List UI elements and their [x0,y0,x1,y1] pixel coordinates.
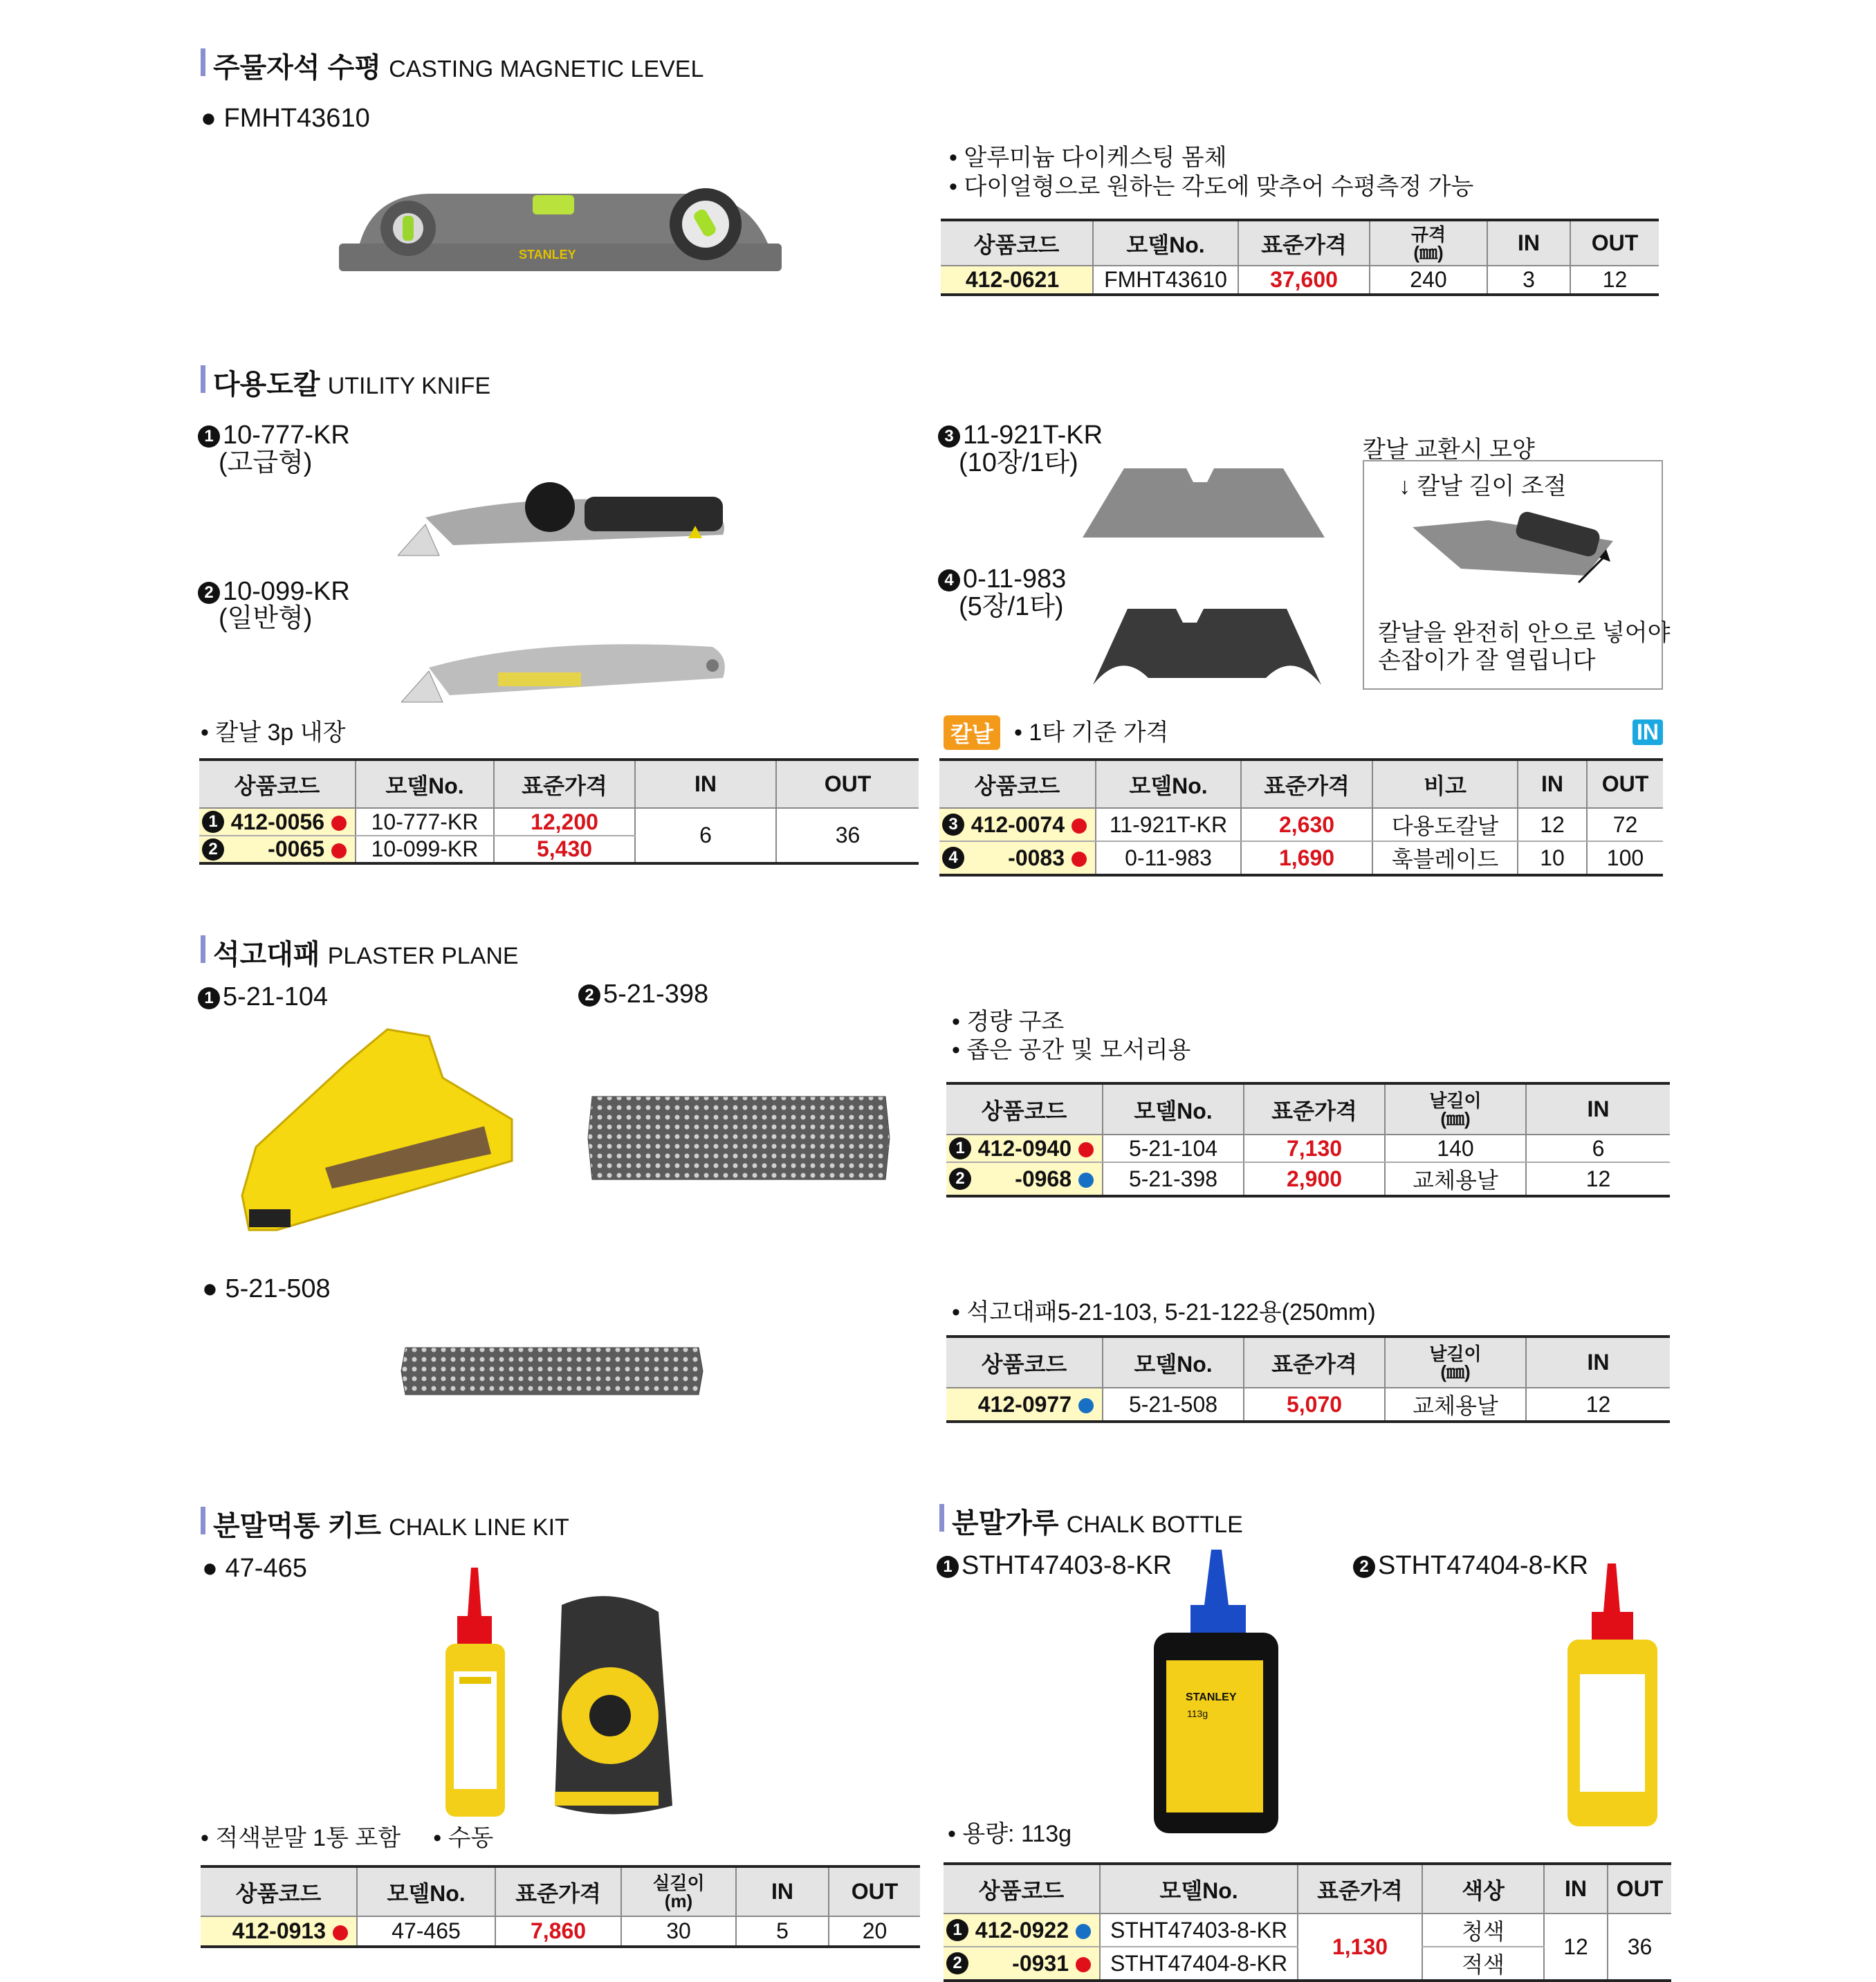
cell-in: 5 [736,1916,829,1947]
model-text: 47-465 [225,1554,307,1583]
col-in: IN [1544,1864,1608,1914]
cell-model: 5-21-398 [1103,1162,1244,1196]
red-dot-icon [1072,818,1087,834]
row-number: 1 [946,1919,968,1941]
red-dot-icon [331,843,347,859]
level-table [941,219,1659,296]
in-badge: IN [1633,719,1663,745]
col-spec [1370,220,1487,266]
code-text: 412-0977 [977,1391,1072,1417]
blade-model-4: 4 0-11-983 [938,565,1066,594]
col-price: 표준가격 [1238,220,1370,266]
red-dot-icon [1078,1142,1094,1157]
cell-code [199,836,356,863]
knife-fatmax-image [398,476,730,559]
cell-price: 7,860 [495,1916,621,1947]
model-text: 0-11-983 [963,565,1067,594]
chalk-bottle-table [944,1862,1671,1982]
plane-replacement-blade-image [400,1345,704,1397]
col-price: 표준가격 [1244,1337,1385,1388]
chalk-bottle-model-1: 1 STHT47403-8-KR [937,1551,1172,1580]
col-code: 상품코드 [946,1337,1103,1388]
blade-badge: 칼날 [944,715,1000,750]
hook-blade-image [1093,602,1321,692]
plane-blade-table [946,1335,1670,1423]
chalk-bottle-model-2: 2 STHT47404-8-KR [1353,1551,1588,1580]
col-out: OUT [829,1866,920,1916]
red-dot-icon [331,816,347,831]
spec-unit: (㎜) [1413,241,1444,263]
col-model: 모델No. [1103,1337,1244,1388]
cell-in: 6 [1526,1135,1670,1162]
cell-price: 12,200 [494,808,635,836]
col-price: 표준가격 [1298,1864,1422,1914]
cell-length: 교체용날 [1385,1388,1526,1422]
plane-note-2: • 석고대패5-21-103, 5-21-122용(250mm) [952,1299,1376,1325]
code-text: 412-0056 [230,809,324,834]
cell-model: 11-921T-KR [1096,808,1241,841]
title-en: CASTING MAGNETIC LEVEL [389,56,704,82]
cell-out: 36 [1608,1914,1671,1981]
length-unit: (㎜) [1440,1108,1471,1129]
cell-color: 적색 [1422,1947,1544,1981]
model-text: 11-921T-KR [963,421,1103,450]
chalk-bottle-red-image-2 [1561,1557,1664,1833]
cell-code [939,808,1096,841]
cell-code [944,1914,1100,1947]
level-image [332,181,789,282]
note-text: 1타 기준 가격 [1029,719,1169,746]
table-row [199,808,919,836]
code-text: -0083 [1008,845,1065,870]
title-ko: 분말먹통 키트 [213,1511,381,1541]
cell-model: 10-099-KR [356,836,494,863]
red-dot-icon [333,1925,348,1940]
blue-dot-icon [1078,1398,1094,1413]
col-length [621,1866,736,1916]
cell-in: 12 [1526,1388,1670,1422]
col-in: IN [1526,1083,1670,1135]
cell-code [944,1947,1100,1981]
cell-price: 5,430 [494,836,635,863]
code-text: -0065 [268,836,324,861]
cell-code [946,1162,1103,1196]
row-number: 1 [949,1137,971,1159]
blade-model-3: 3 11-921T-KR [938,421,1103,450]
col-code: 상품코드 [201,1866,357,1916]
length-label: 날길이 [1429,1343,1482,1364]
knife-standard-image [401,630,733,706]
knife-left-note: • 칼날 3p 내장 [201,719,346,746]
cell-price: 7,130 [1244,1135,1385,1162]
row-number: 2 [949,1168,971,1190]
col-price: 표준가격 [494,760,635,808]
chalk-kit-table [201,1865,920,1948]
cell-model: STHT47403-8-KR [1100,1914,1298,1947]
col-out: OUT [776,760,919,808]
chalk-reel-image [541,1584,679,1823]
col-in: IN [736,1866,829,1916]
utility-blade-image [1083,465,1325,541]
cell-code [201,1916,357,1947]
cell-model: 10-777-KR [356,808,494,836]
knife-right-note: • 1타 기준 가격 [1014,719,1169,746]
cell-out: 100 [1587,841,1663,875]
col-in: IN [1518,760,1587,808]
length-unit: (㎜) [1440,1361,1471,1382]
col-in: IN [1487,220,1570,266]
cell-out: 36 [776,808,919,863]
cell-length: 교체용날 [1385,1162,1526,1196]
cell-price: 5,070 [1244,1388,1385,1422]
col-color: 색상 [1422,1864,1544,1914]
row-number: 3 [942,814,964,836]
cell-in: 12 [1544,1914,1608,1981]
title-ko: 다용도칼 [213,369,320,400]
knife-model-2: 2 10-099-KR [198,577,350,606]
cell-price: 37,600 [1238,266,1370,295]
table-row [201,1916,920,1947]
col-price: 표준가격 [495,1866,621,1916]
cell-price: 1,690 [1241,841,1372,875]
model-text: FMHT43610 [223,104,370,133]
model-text: 10-099-KR [223,577,350,606]
cell-model: 47-465 [357,1916,495,1947]
model-label: ● FMHT43610 [201,104,370,133]
blade-model-4-sub: (5장/1타) [959,592,1064,621]
row-number: 2 [946,1952,968,1974]
col-out: OUT [1570,220,1659,266]
cell-price: 1,130 [1298,1914,1422,1981]
red-dot-icon [1076,1957,1091,1972]
section-title-level [201,46,704,85]
cell-in: 3 [1487,266,1570,295]
red-dot-icon [1072,852,1087,867]
plaster-plane-image [235,1022,526,1237]
length-unit: (m) [664,1890,693,1911]
cell-out: 72 [1587,808,1663,841]
blade-change-box [1363,460,1671,690]
blue-dot-icon [1076,1924,1091,1939]
bullet-text: 수동 [448,1825,494,1851]
cell-price: 2,900 [1244,1162,1385,1196]
section-title-chalk-kit [201,1504,569,1543]
knife-model-1: 1 10-777-KR [198,421,350,450]
length-label: 실길이 [652,1872,705,1893]
cell-model: FMHT43610 [1093,266,1238,295]
bullet-text: 용량: 113g [962,1821,1072,1847]
blue-dot-icon [1078,1173,1094,1188]
table-row [946,1388,1670,1422]
col-note: 비고 [1372,760,1518,808]
code-text: 412-0922 [975,1917,1069,1943]
cell-price: 2,630 [1241,808,1372,841]
bullet-text: 좁은 공간 및 모서리용 [966,1037,1191,1063]
col-out: OUT [1587,760,1663,808]
title-ko: 분말가루 [952,1508,1059,1539]
col-price: 표준가격 [1241,760,1372,808]
length-label: 날길이 [1429,1090,1482,1111]
cell-model: STHT47404-8-KR [1100,1947,1298,1981]
bottle-label-text: 113g [1187,1708,1208,1719]
cell-model: 0-11-983 [1096,841,1241,875]
model-text: 5-21-104 [223,982,329,1011]
code-text: -0931 [1012,1950,1069,1976]
cell-note: 다용도칼날 [1372,808,1518,841]
section-title-knife [201,363,490,402]
code-text: 412-0074 [971,811,1065,837]
cell-length: 30 [621,1916,736,1947]
blade-table [939,758,1663,877]
row-number: 4 [942,847,964,869]
col-model: 모델No. [356,760,494,808]
stanley-logo-text: STANLEY [1186,1691,1237,1703]
model-text: STHT47404-8-KR [1378,1551,1589,1580]
model-text: 5-21-398 [603,980,709,1009]
col-model: 모델No. [1103,1083,1244,1135]
note-text: 석고대패5-21-103, 5-21-122용(250mm) [966,1299,1376,1325]
title-ko: 석고대패 [213,939,320,970]
chalk-bottle-bullet: • 용량: 113g [948,1821,1072,1847]
knife-table [199,758,919,865]
plane-bullet-2: • 좁은 공간 및 모서리용 [952,1037,1191,1063]
plane-model-2: 2 5-21-398 [578,980,708,1009]
chalk-kit-model: ● 47-465 [202,1554,307,1583]
col-model: 모델No. [357,1866,495,1916]
cell-code [199,808,356,836]
bullet-text: 다이얼형으로 원하는 각도에 맞추어 수평측정 가능 [964,174,1474,200]
table-row [941,266,1659,295]
table-row [946,1135,1670,1162]
col-in: IN [635,760,776,808]
cell-out: 20 [829,1916,920,1947]
bullet-text: 적색분말 1통 포함 [215,1825,401,1851]
stanley-logo-text: STANLEY [519,248,576,261]
col-model: 모델No. [1093,220,1238,266]
col-code: 상품코드 [946,1083,1103,1135]
blade-insert-note-2: 손잡이가 잘 열립니다 [1378,648,1596,674]
blade-change-title: 칼날 교환시 모양 [1363,437,1535,463]
col-code: 상품코드 [939,760,1096,808]
blade-model-3-sub: (10장/1타) [959,448,1078,477]
cell-model: 5-21-104 [1103,1135,1244,1162]
cell-length: 140 [1385,1135,1526,1162]
blade-insert-note-1: 칼날을 완전히 안으로 넣어야 [1378,620,1671,646]
table-row [946,1162,1670,1196]
cell-color: 청색 [1422,1914,1544,1947]
knife-model-1-sub: (고급형) [219,448,313,477]
cell-in: 6 [635,808,776,863]
note-text: 칼날 길이 조절 [1417,473,1567,499]
title-en: CHALK LINE KIT [389,1514,569,1541]
row-number: 1 [202,811,224,833]
table-row [944,1914,1671,1947]
plane-table [946,1082,1670,1198]
bullet-1: • 알루미늄 다이케스팅 몸체 [949,145,1227,171]
table-row [939,808,1663,841]
title-en: CHALK BOTTLE [1066,1512,1243,1538]
model-text: 10-777-KR [223,421,350,450]
table-row [939,841,1663,875]
cell-in: 12 [1526,1162,1670,1196]
col-code: 상품코드 [199,760,356,808]
spec-label: 규격 [1410,223,1446,245]
knife-open-image [1406,499,1634,596]
chalk-bottle-blue-image [1146,1543,1284,1840]
note-text: 칼날 3p 내장 [215,719,346,746]
title-en: PLASTER PLANE [327,943,519,969]
bullet-2: • 다이얼형으로 원하는 각도에 맞추어 수평측정 가능 [949,174,1474,200]
col-length [1385,1337,1526,1388]
col-code: 상품코드 [944,1864,1100,1914]
title-en: UTILITY KNIFE [327,373,491,399]
cell-out: 12 [1570,266,1659,295]
col-out: OUT [1608,1864,1671,1914]
model-text: STHT47403-8-KR [962,1551,1172,1580]
cell-code: 412-0621 [941,266,1093,295]
cell-spec: 240 [1370,266,1487,295]
plane-blade-image [585,1093,892,1183]
col-price: 표준가격 [1244,1083,1385,1135]
section-title-plane [201,933,519,972]
cell-model: 5-21-508 [1103,1388,1244,1422]
knife-model-2-sub: (일반형) [219,604,313,633]
bullet-text: 경량 구조 [966,1009,1065,1035]
cell-code [939,841,1096,875]
col-model: 모델No. [1096,760,1241,808]
chalk-kit-bullets: • 적색분말 1통 포함 • 수동 [201,1825,494,1851]
blade-length-note: ↓ 칼날 길이 조절 [1399,473,1567,499]
code-text: -0968 [1015,1166,1072,1191]
cell-code [946,1388,1103,1422]
code-text: 412-0913 [232,1918,326,1943]
cell-in: 10 [1518,841,1587,875]
cell-in: 12 [1518,808,1587,841]
model-text: 5-21-508 [225,1274,331,1303]
col-model: 모델No. [1100,1864,1298,1914]
title-ko: 주물자석 수평 [213,53,381,83]
code-text: 412-0940 [977,1135,1072,1161]
plane-model-3: ● 5-21-508 [202,1274,331,1303]
cell-code [946,1135,1103,1162]
plane-model-1: 1 5-21-104 [198,982,328,1011]
row-number: 2 [202,838,224,861]
col-in: IN [1526,1337,1670,1388]
col-length [1385,1083,1526,1135]
section-title-chalk-bottle [939,1501,1243,1541]
bullet-text: 알루미늄 다이케스팅 몸체 [964,145,1227,171]
cell-note: 훅블레이드 [1372,841,1518,875]
col-code: 상품코드 [941,220,1093,266]
plane-bullet-1: • 경량 구조 [952,1009,1065,1035]
